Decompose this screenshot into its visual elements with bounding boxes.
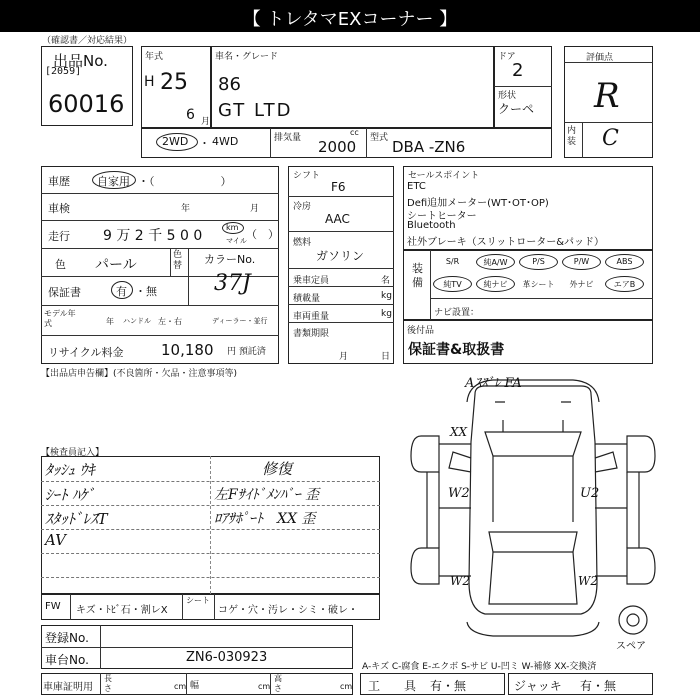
after-items-label: 後付品 xyxy=(407,326,435,336)
model-year-label: モデル年式 xyxy=(44,309,76,328)
equipment-item: S/R xyxy=(445,257,460,266)
equipment-item: 革シート xyxy=(522,280,555,289)
interior-label: 内装 xyxy=(567,126,577,147)
fw-items: キズ・ﾄﾋﾞ石・割レX xyxy=(76,605,168,616)
model-year-handle: ハンドル xyxy=(123,317,151,325)
capacity-label-3: 車両重量 xyxy=(293,312,330,322)
sales-point-5: 社外ブレーキ（スリットローター&パッド） xyxy=(407,237,604,248)
header-title: 【 トレタマEXコーナー 】 xyxy=(242,9,458,30)
inspector-left-4: AV xyxy=(45,531,66,549)
equipment-item: P/W xyxy=(573,257,590,266)
history-label: 車歴 xyxy=(48,175,70,188)
height-cm: cm xyxy=(340,682,353,691)
year-month-unit: 月 xyxy=(201,117,211,127)
inspector-left-1: ﾀｯｼｭ ｳｷ xyxy=(45,461,95,479)
inspector-right-3: ﾛｱｻﾎﾟｰﾄ XX 歪 xyxy=(214,511,316,527)
model-year-dealer: ディーラー・並行 xyxy=(212,317,268,325)
recycle-label: リサイクル料金 xyxy=(48,346,124,359)
warranty-yes: 有 xyxy=(116,285,127,298)
inspector-label: 【検査員記入】 xyxy=(41,448,105,458)
diagram-w2-bottom-left: W2 xyxy=(450,574,470,588)
width-label: 幅 xyxy=(190,681,200,691)
type-label: 型式 xyxy=(370,133,389,143)
year-month: 6 xyxy=(186,107,195,123)
car-damage-diagram xyxy=(405,372,660,647)
after-items-value: 保証書&取扱書 xyxy=(408,342,505,358)
drive-sep: ・ xyxy=(199,137,210,150)
registration-label: 登録No. xyxy=(45,631,89,645)
sales-points-label: セールスポイント xyxy=(408,171,480,181)
inspection-month: 月 xyxy=(250,204,260,214)
history-own: 自家用 xyxy=(97,175,130,188)
year-era: H xyxy=(144,74,155,90)
shift-value: F6 xyxy=(331,180,346,194)
inspector-left-2: ｼｰﾄ ﾊｹﾞ xyxy=(45,486,95,504)
fuel-label: 燃料 xyxy=(293,238,312,248)
ac-value: AAC xyxy=(325,212,350,226)
door-label: ドア xyxy=(498,52,516,62)
drive-4wd: 4WD xyxy=(212,135,239,148)
sales-point-4: Bluetooth xyxy=(407,220,456,231)
fw-label: FW xyxy=(45,601,61,612)
model-name: 86 xyxy=(218,74,241,95)
grade-label: 評価点 xyxy=(586,53,614,63)
model-year-year: 年 xyxy=(106,317,114,326)
length-label: 長さ xyxy=(104,674,112,693)
model-year-lr: 左・右 xyxy=(158,317,182,326)
tools-label: 工 具 xyxy=(368,679,417,693)
year-label: 年式 xyxy=(145,52,164,62)
inspection-label: 車検 xyxy=(48,202,70,215)
history-rest: ・（ ） xyxy=(138,175,232,188)
displacement-label: 排気量 xyxy=(274,133,302,143)
jack-value: 有・無 xyxy=(580,679,617,693)
sales-point-3: シートヒーター xyxy=(407,211,477,222)
record-label: 書類期限 xyxy=(293,329,330,339)
door-value: 2 xyxy=(512,60,524,81)
capacity-label-2: 積載量 xyxy=(293,294,321,304)
inspection-year: 年 xyxy=(181,204,191,214)
fw-seat-items: コゲ・穴・汚レ・シミ・破レ・ xyxy=(218,605,358,616)
equipment-item: P/S xyxy=(532,257,545,266)
diagram-xx-mark: XX xyxy=(450,425,468,439)
fuel-value: ガソリン xyxy=(316,249,365,263)
width-cm: cm xyxy=(258,682,271,691)
equipment-item: 純TV xyxy=(443,280,462,289)
damage-legend: A-キズ C-腐食 E-エクボ S-サビ U-凹ミ W-補修 XX-交換済 xyxy=(362,662,597,672)
shift-label: シフト xyxy=(293,171,321,181)
diagram-top-mark: Aｽｽﾞﾚ FA xyxy=(465,376,522,391)
spare-label: スペア xyxy=(616,641,646,652)
diagram-u2-right: U2 xyxy=(580,486,600,501)
shape-value: クーペ xyxy=(498,102,535,116)
capacity-label-1: 乗車定員 xyxy=(293,276,330,286)
equipment-item: 純A/W xyxy=(483,258,508,267)
sales-point-2: Defi追加メーター(WT･OT･OP) xyxy=(407,198,549,209)
recycle-unit: 円 預託済 xyxy=(227,347,266,357)
inspector-left-3: ｽﾀｯﾄﾞﾚｽT xyxy=(45,510,108,528)
inspector-right-2: 左Fｻｲﾄﾞﾒﾝﾊﾞｰ 歪 xyxy=(214,487,320,503)
recycle-value: 10,180 xyxy=(161,341,214,359)
sales-point-1: ETC xyxy=(407,181,426,192)
color-change-label: 色替 xyxy=(173,250,183,271)
jack-label: ジャッキ xyxy=(514,679,562,693)
fw-seat-label: シート xyxy=(186,596,210,605)
color-value: パール xyxy=(95,257,137,273)
equipment-item: ABS xyxy=(616,257,633,266)
color-label: 色 xyxy=(55,258,66,271)
garage-label: 車庫証明用 xyxy=(43,682,93,693)
capacity-unit-2: kg xyxy=(381,291,392,301)
top-note: （確認書／対応結果） xyxy=(42,36,133,46)
diagram-w2-left: W2 xyxy=(448,486,470,501)
diagram-w2-bottom-right: W2 xyxy=(578,574,598,588)
equipment-item: エアB xyxy=(613,280,636,289)
lot-label: 出品No. xyxy=(53,52,108,70)
shape-label: 形状 xyxy=(498,91,517,101)
inspector-right-1: 修復 xyxy=(262,460,293,478)
interior-score: C xyxy=(602,126,619,151)
equipment-item: 外ナビ xyxy=(569,280,594,289)
model-label: 車名・グレード xyxy=(215,52,279,62)
warranty-rest: ・無 xyxy=(135,285,157,298)
drive-2wd: 2WD xyxy=(162,135,189,148)
seller-note: 【出品店申告欄】(不良箇所・欠品・注意事項等) xyxy=(41,369,238,379)
mileage-label: 走行 xyxy=(48,230,70,243)
lot-number: 60016 xyxy=(48,90,125,118)
lot-code: [2059] xyxy=(45,66,82,77)
warranty-label: 保証書 xyxy=(48,286,81,299)
chassis-value: ZN6-030923 xyxy=(186,650,268,665)
mileage-mile: マイル xyxy=(226,237,247,245)
displacement-unit: cc xyxy=(350,128,359,137)
mileage-value: 9 万 2 千 5 0 0 xyxy=(103,228,203,244)
color-code: 37J xyxy=(214,271,251,296)
tools-value: 有・無 xyxy=(430,679,467,693)
height-label: 高さ xyxy=(274,674,282,693)
record-month: 月 xyxy=(339,352,349,362)
navi-label: ナビ設置： xyxy=(434,308,480,318)
grade-score: R xyxy=(594,76,620,116)
ac-label: 冷房 xyxy=(293,202,312,212)
model-grade: GT LTD xyxy=(218,100,293,121)
type-value: DBA -ZN6 xyxy=(392,138,466,156)
chassis-label: 車台No. xyxy=(45,653,89,667)
record-day: 日 xyxy=(381,352,391,362)
displacement-value: 2000 xyxy=(318,138,357,156)
mileage-paren: （ ） xyxy=(246,228,279,241)
capacity-unit-1: 名 xyxy=(381,276,391,286)
color-code-label: カラーNo. xyxy=(204,253,256,266)
length-cm: cm xyxy=(174,682,187,691)
equipment-label: 装備 xyxy=(412,262,423,289)
capacity-unit-3: kg xyxy=(381,309,392,319)
mileage-km: km xyxy=(226,223,239,232)
equipment-item: 純ナビ xyxy=(483,280,508,289)
year-value: 25 xyxy=(160,70,188,95)
